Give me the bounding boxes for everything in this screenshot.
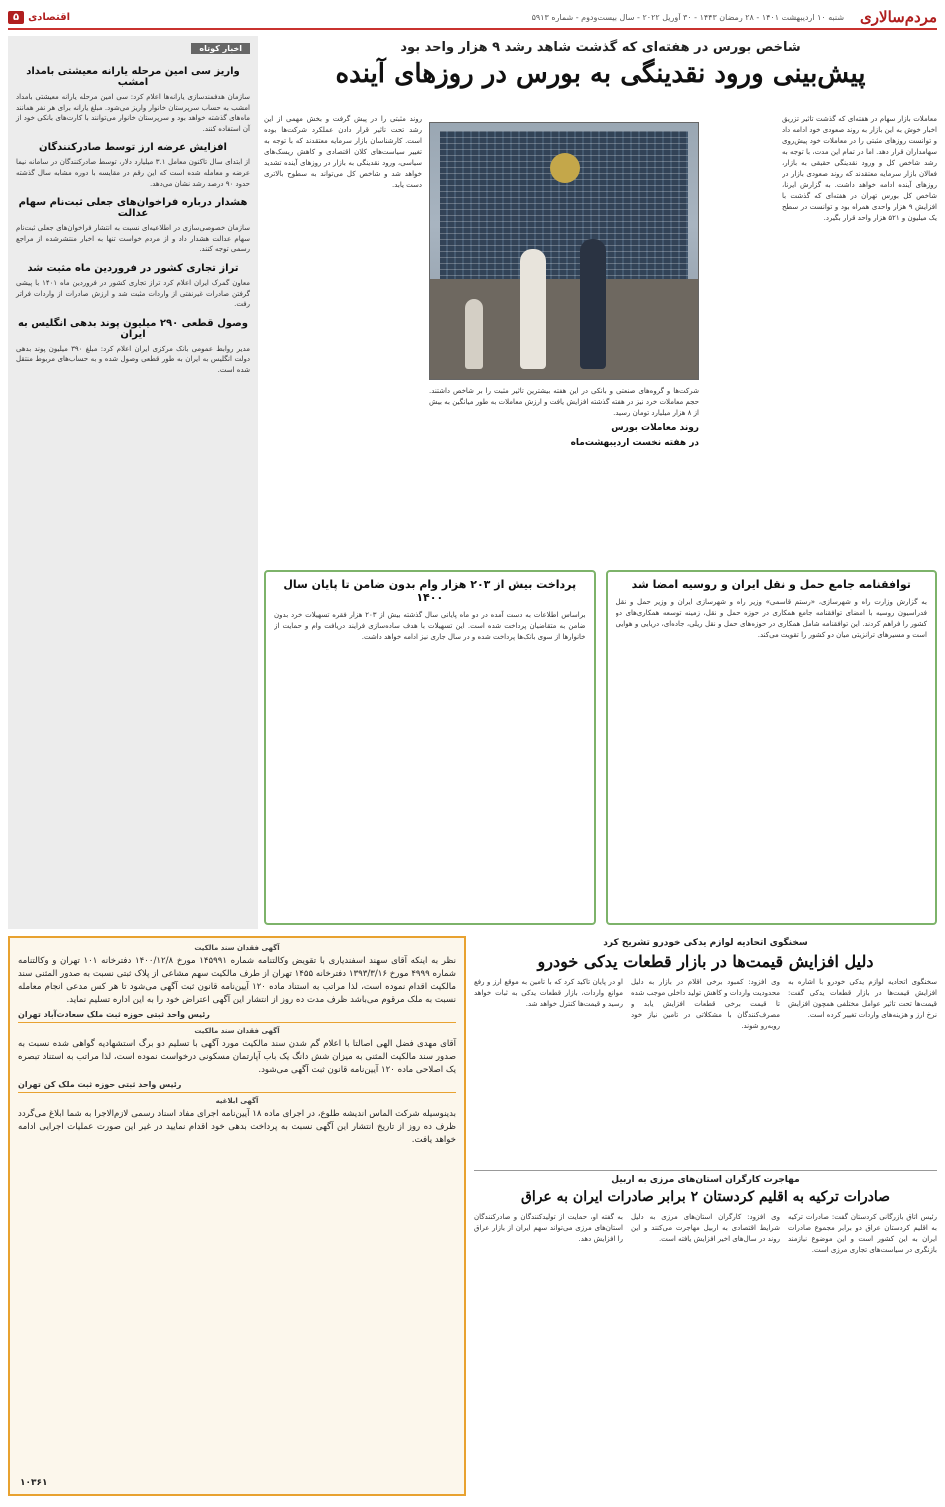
story-kicker: سخنگوی اتحادیه لوازم یدکی خودرو تشریح کرد: [603, 938, 808, 948]
box-body: براساس اطلاعات به دست آمده در دو ماه پایانی سال گذشته بیش از ۲۰۳ هزار فقره تسهیلات خرد بدون ضامن به متقاضیان پرداخت شده است. این تسهیلات با هدف ساده‌سازی فرایند دریافت وام و حمایت از خانوارها از سوی بانک‌ها پرداخت شده و در سال جاری نیز ادامه خواهد داشت.: [274, 611, 586, 641]
sidebar-item-title: افزایش عرضه ارز توسط صادرکنندگان: [39, 142, 227, 154]
notice-heading: آگهی ابلاغیه: [215, 1097, 259, 1105]
stock-exchange-photo: [429, 122, 699, 380]
story-column: وی افزود: کارگران استان‌های مرزی به دلیل شرایط اقتصادی به اربیل مهاجرت می‌کنند و این روند در سال‌های اخیر افزایش یافته است.: [631, 1212, 780, 1243]
story-headline: دلیل افزایش قیمت‌ها در بازار قطعات یدکی خودرو: [537, 952, 874, 971]
notice-signature: رئیس واحد ثبتی حوزه ثبت ملک سعادت‌آباد تهران: [18, 1010, 456, 1023]
notice-heading: آگهی فقدان سند مالکیت: [194, 944, 280, 952]
sidebar-item: [16, 142, 250, 189]
story-columns: [474, 977, 937, 1032]
sidebar-item-body: مدیر روابط عمومی بانک مرکزی ایران اعلام کرد: مبلغ ۳۹۰ میلیون پوند بدهی دولت انگلیس به ایران به طور قطعی وصول شده و به حساب‌های مربوط منتقل شده است.: [16, 344, 250, 374]
story-column: به گفته او، حمایت از تولیدکنندگان و صادرکنندگان استان‌های مرزی می‌تواند سهم ایران از بازار عراق را افزایش دهد.: [474, 1212, 623, 1243]
turkey-exports-story: [474, 1170, 937, 1496]
notice-text: بدینوسیله شرکت الماس اندیشه طلوع، در اجرای ماده ۱۸ آیین‌نامه اجرای مفاد اسناد رسمی لازم‌الاجرا به شما ابلاغ می‌گردد ظرف ده روز از تاریخ انتشار این آگهی نسبت به پرداخت بدهی خود اقدام نمایید در غیر این صورت عملیات اجرایی ادامه خواهد یافت.: [18, 1109, 456, 1145]
lead-kicker: شاخص بورس در هفته‌ای که گذشت شاهد رشد ۹ هزار واحد بود: [400, 40, 801, 55]
person-figure: [520, 249, 546, 369]
exchange-emblem: [550, 153, 580, 183]
lead-subhead: در هفته نخست اردیبهشت‌ماه: [570, 438, 699, 448]
story-column: سخنگوی اتحادیه لوازم یدکی خودرو با اشاره به افزایش قیمت‌ها در بازار قطعات یدکی گفت: قیمت‌ها تحت تاثیر عوامل مختلفی همچون افزایش نرخ ارز و هزینه‌های واردات تغییر کرده است.: [788, 978, 937, 1020]
dateline: شنبه ۱۰ اردیبهشت ۱۴۰۱ - ۲۸ رمضان ۱۴۴۳ - ۳۰ آوریل ۲۰۲۲ - سال بیست‌ودوم - شماره ۵۹۱۳: [531, 12, 845, 22]
notice-text: آقای مهدی فضل الهی اصالتا با اعلام گم شدن سند مالکیت مورد آگهی با تسلیم دو برگ استشهادیه گواهی شده نسبت به صدور سند مالکیت المثنی به میزان شش دانگ یک باب آپارتمان مسکونی درخواست نموده است، لذا مراتب به استناد تبصره یک اصلاحی ماده ۱۲۰ آیین‌نامه قانون ثبت آگهی می‌شود.: [18, 1039, 456, 1075]
box-body: به گزارش وزارت راه و شهرسازی، «رستم قاسمی» وزیر راه و شهرسازی ایران و وزیر حمل و نقل فدراسیون روسیه با امضای توافقنامه جامع همکاری در حوزه حمل و نقل، زمینه توسعه همکاری‌های دو کشور را فراهم کردند. این توافقنامه شامل همکاری در حوزه‌های حمل و نقل ریلی، جاده‌ای، دریایی و هوایی است و مسیرهای ترانزیتی میان دو کشور را تقویت می‌کند.: [615, 598, 927, 639]
story-column: وی افزود: کمبود برخی اقلام در بازار به دلیل محدودیت واردات و کاهش تولید داخلی موجب شده تا قیمت برخی قطعات افزایش یابد و مصرف‌کنندگان با مشکلاتی در تامین نیاز خود روبه‌رو شوند.: [631, 978, 780, 1031]
sidebar-item-title: هشدار درباره فراخوان‌های جعلی ثبت‌نام سهام عدالت: [18, 197, 248, 220]
lead-column-right: معاملات بازار سهام در هفته‌ای که گذشت تاثیر تزریق اخبار خوش به این بازار به روند صعودی خود ادامه داد و توانست روزهای مثبتی را در معاملات خود پیش‌روی سهامداران قرار دهد. اما در تمام این مدت، با توجه به رشد شاخص کل و ورود نقدینگی حقیقی به بازار، فعالان بازار سرمایه معتقدند که روند صعودی بازار در روزهای آینده ادامه خواهد داشت. به گزارش ایرنا، شاخص کل بورس تهران در هفته‌ای که گذشت با افزایش ۹ هزار واحدی همراه بود و توانست در سطح یک میلیون و ۵۲۱ هزار واحد قرار بگیرد.: [782, 115, 937, 222]
box-title: پرداخت بیش از ۲۰۳ هزار وام بدون ضامن تا پایان سال ۱۴۰۰: [283, 578, 577, 604]
legal-notices: [8, 936, 466, 1496]
story-kicker: مهاجرت کارگران استان‌های مرزی به اربیل: [611, 1175, 800, 1185]
lead-column-left: روند مثبتی را در پیش گرفت و بخش مهمی از این رشد تحت تاثیر قرار دادن عملکرد شرکت‌ها بوده است. کارشناسان بازار سرمایه معتقدند که با توجه به تغییر سیاست‌های کلان اقتصادی و کاهش ریسک‌های سیاسی، ورود نقدینگی به بازار در روزهای آینده تشدید خواهد شد و شاخص کل می‌تواند به سطوح بالاتری دست یابد.: [264, 115, 422, 189]
lead-subhead: روند معاملات بورس: [611, 423, 699, 433]
sidebar-item: [16, 318, 250, 376]
notice-heading: آگهی فقدان سند مالکیت: [194, 1027, 280, 1035]
box-story-left: [264, 570, 596, 925]
sidebar-item: [16, 197, 250, 255]
notice-signature: رئیس واحد ثبتی حوزه ثبت ملک کن تهران: [18, 1080, 456, 1093]
notice-text: نظر به اینکه آقای سهند اسفندیاری با تقویض وکالتنامه شماره ۱۴۵۹۹۱ مورخ ۱۴۰۰/۱۲/۸ دفترخانه ۱۰۱ تهران و وکالتنامه شماره ۴۹۹۹ مورخ ۱۳۹۳/۳/۱۶ دفترخانه ۱۴۵۵ تهران از طرف مالکیت سهم مشاعی از پلاک ثبتی نسبت به صدور المثنی سند مالکیت اقدام نموده است، لذا مراتب به استناد ماده ۱۲۰ آیین‌نامه قانون ثبت آگهی می‌شود تا هر کس مدعی انجام معامله نسبت به ملک مرقوم می‌باشد ظرف مدت ده روز از انتشار این آگهی اعتراض خود را به این اداره تسلیم نماید.: [18, 956, 456, 1005]
sidebar-item-title: تراز تجاری کشور در فروردین ماه مثبت شد: [27, 262, 239, 274]
story-headline: صادرات ترکیه به اقلیم کردستان ۲ برابر صادرات ایران به عراق: [520, 1189, 891, 1205]
sidebar-item-body: سازمان هدفمندسازی یارانه‌ها اعلام کرد: سی امین مرحله یارانه معیشتی بامداد امشب به حساب سرپرستان خانوار واریز می‌شود. مبلغ یارانه برای هر نفر همانند ماه‌های گذشته خواهد بود و سرپرستان خانوار می‌توانند با کارت‌های بانکی خود از آن استفاده کنند.: [16, 93, 250, 133]
sidebar-tag: اخبار کوتاه: [191, 43, 250, 54]
sidebar-item: [16, 66, 250, 134]
boxed-stories: [264, 570, 937, 925]
box-story-right: [606, 570, 938, 925]
story-column: رئیس اتاق بازرگانی کردستان گفت: صادرات ترکیه به اقلیم کردستان عراق دو برابر مجموع صادرات ایران به این کشور است و این موضوع نیازمند بازنگری در سیاست‌های تجاری مرزی است.: [788, 1212, 937, 1254]
section-label: [8, 11, 70, 24]
story-column: او در پایان تاکید کرد که با تامین به موقع ارز و رفع موانع واردات، بازار قطعات یدکی به ثبات خواهد رسید و قیمت‌ها کنترل خواهد شد.: [474, 978, 623, 1009]
sidebar-item-body: سازمان خصوصی‌سازی در اطلاعیه‌ای نسبت به انتشار فراخوان‌های جعلی ثبت‌نام سهام عدالت هشدار داد و از مردم خواست تنها به اخبار منتشرشده از مراجع رسمی توجه کنند.: [16, 224, 250, 254]
page-number: ۵: [8, 11, 24, 24]
sidebar-item-body: از ابتدای سال تاکنون معامل ۳.۱ میلیارد دلار، توسط صادرکنندگان در سامانه نیما عرضه و معامله شده است که این رقم در مقایسه با دوره مشابه سال گذشته حدود ۹۰ درصد رشد نشان می‌دهد.: [16, 158, 250, 188]
sidebar-item-body: معاون گمرک ایران اعلام کرد تراز تجاری کشور در فروردین ماه ۱۴۰۱ با پیشی گرفتن صادرات غیرنفتی از واردات مثبت شد و ارزش صادرات از واردات فراتر رفت.: [16, 278, 250, 309]
sidebar-item: [16, 263, 250, 310]
sidebar-item-title: واریز سی امین مرحله یارانه معیشتی بامداد امشب: [26, 66, 240, 88]
person-figure: [465, 299, 483, 369]
story-columns: [474, 1212, 937, 1256]
person-figure: [580, 239, 606, 369]
lead-story: [264, 36, 937, 561]
sidebar-item-title: وصول قطعی ۲۹۰ میلیون پوند بدهی انگلیس به ایران: [17, 317, 249, 340]
newspaper-logo: مردم‌سالاری: [860, 8, 937, 26]
lead-headline: پیش‌بینی ورود نقدینگی به بورس در روزهای آینده: [335, 59, 866, 89]
section-name: اقتصادی: [28, 11, 71, 23]
masthead: [8, 6, 937, 30]
box-title: توافقنامه جامع حمل و نقل ایران و روسیه امضا شد: [631, 578, 911, 591]
news-sidebar: [8, 36, 258, 929]
auto-parts-story: [474, 936, 937, 1164]
lead-column-middle: شرکت‌ها و گروه‌های صنعتی و بانکی در این هفته بیشترین تاثیر مثبت را بر شاخص داشتند. حجم معاملات خرد نیز در هفته گذشته افزایش یافت و ارزش معاملات به طور میانگین به بیش از ۸ هزار میلیارد تومان رسید. روند معاملات بورس در هفته نخست اردیبهشت‌ماه: [429, 387, 699, 448]
notice-code: ۱۰۳۶۱: [20, 1478, 48, 1488]
lead-body: [264, 114, 937, 561]
